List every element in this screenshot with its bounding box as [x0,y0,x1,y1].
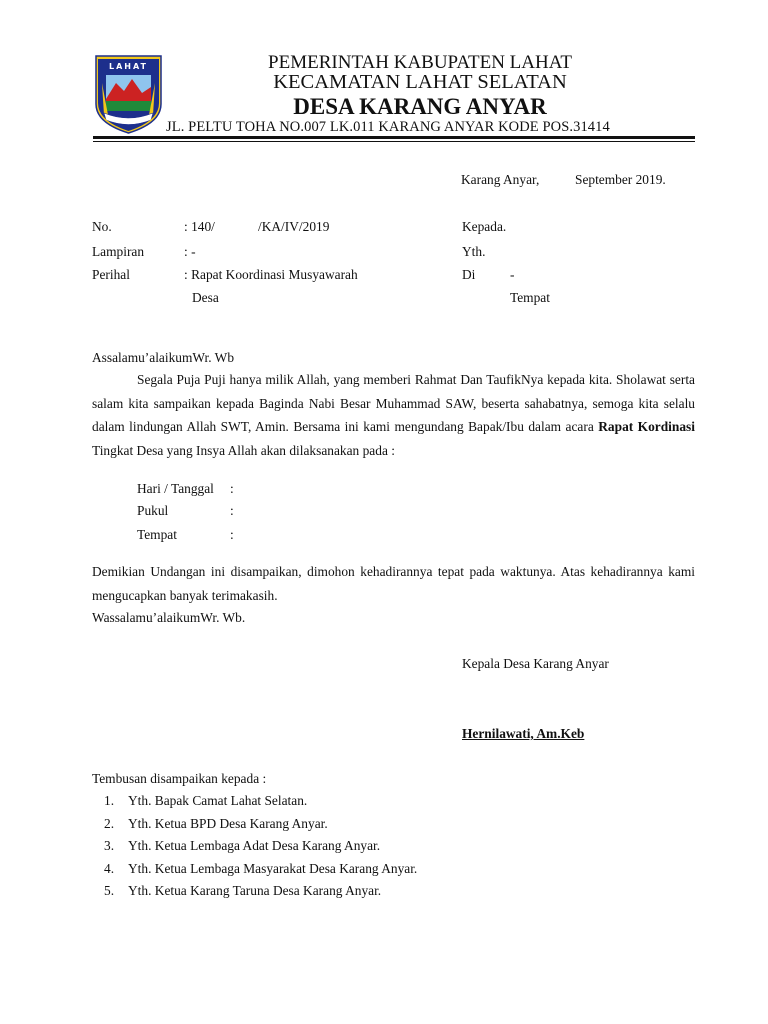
letterhead-village-line: DESA KARANG ANYAR [293,94,547,119]
attachment-value: : - [184,244,196,259]
cc-item-text: Yth. Ketua Karang Taruna Desa Karang Anyar. [128,883,382,898]
body-paragraph-2: Demikian Undangan ini disampaikan, dimohon kehadirannya tepat pada waktunya. Atas kehadirannya kami mengucapkan banyak terimakasih. [92,564,695,603]
cc-item-number: 4. [104,860,115,876]
svg-text:LAHAT: LAHAT [108,62,149,71]
schedule-time-sep: : [230,503,234,518]
letterhead-rule-thick [93,136,695,139]
recipient-at-label: Di [462,267,476,282]
cc-item-number: 2. [104,815,115,831]
letterhead-government-line: PEMERINTAH KABUPATEN LAHAT [268,52,572,73]
cc-item-text: Yth. Bapak Camat Lahat Selatan. [128,793,308,808]
schedule-day-sep: : [230,481,234,496]
letter-date: September 2019. [575,172,666,187]
cc-item-text: Yth. Ketua Lembaga Adat Desa Karang Anyar. [128,838,381,853]
cc-item-number: 1. [104,793,115,808]
subject-value: : Rapat Koordinasi Musyawarah [184,267,358,282]
signatory-name: Hernilawati, Am.Keb [462,726,585,741]
cc-item-text: Yth. Ketua BPD Desa Karang Anyar. [128,815,328,831]
schedule-day-label: Hari / Tanggal [137,481,214,496]
event-name-bold: Rapat Kordinasi [598,419,695,434]
cc-heading: Tembusan disampaikan kepada : [92,771,267,786]
recipient-place: Tempat [510,290,550,305]
number-label: No. [92,219,112,234]
closing-greeting: Wassalamu’alaikumWr. Wb. [92,610,246,625]
subject-label: Perihal [92,267,130,282]
body-paragraph-1 [92,368,695,462]
recipient-honorific: Yth. [462,244,486,259]
subject-continuation: Desa [192,290,219,305]
recipient-at-dash: - [510,267,515,282]
letterhead-district-line: KECAMATAN LAHAT SELATAN [273,71,567,93]
cc-item-text: Yth. Ketua Lembaga Masyarakat Desa Karang Anyar. [128,860,418,876]
schedule-place-sep: : [230,527,234,542]
number-suffix: /KA/IV/2019 [258,219,330,234]
recipient-to: Kepada. [462,219,507,234]
opening-greeting: Assalamu’alaikumWr. Wb [92,350,235,365]
schedule-place-label: Tempat [137,527,177,542]
body-paragraph-1-text: Segala Puja Puji hanya milik Allah, yang memberi Rahmat Dan TaufikNya kepada kita. Sholawat serta salam kita sampaikan kepada Baginda Nabi Besar Muhammad SAW, beserta sahabatnya, semoga kita selalu dalam lindungan Allah SWT, Amin. Bersama ini kami mengundang Bapak/Ibu dalam acara [92,372,695,434]
letter-place: Karang Anyar, [461,172,540,187]
cc-item-number: 3. [104,838,115,853]
number-value: : 140/ [184,219,215,234]
signatory-title: Kepala Desa Karang Anyar [462,656,609,671]
cc-item-number: 5. [104,883,115,898]
body-paragraph-1-end: Tingkat Desa yang Insya Allah akan dilaksanakan pada : [92,442,395,458]
schedule-time-label: Pukul [137,503,169,518]
attachment-label: Lampiran [92,244,145,259]
letterhead-address: JL. PELTU TOHA NO.007 LK.011 KARANG ANYAR KODE POS.31414 [166,119,610,135]
lahat-regency-emblem-icon [94,53,163,134]
letterhead-rule-thin [93,141,695,142]
